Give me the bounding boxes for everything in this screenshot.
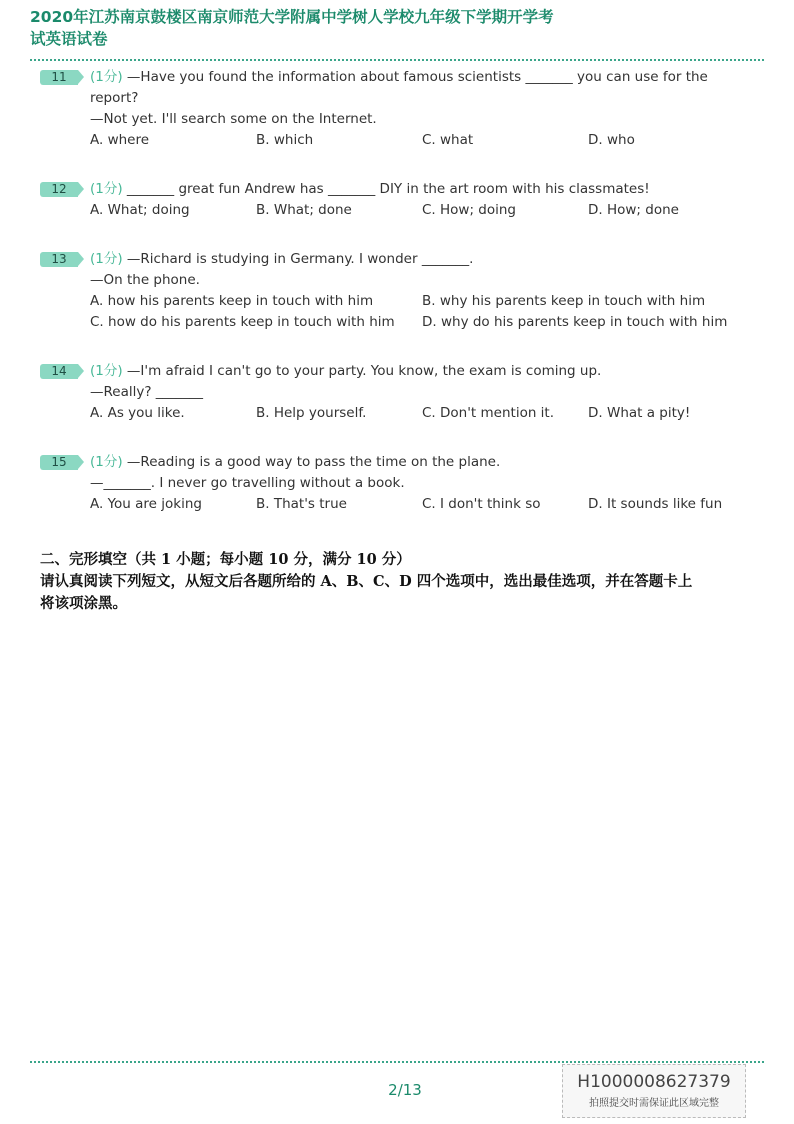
- option-a[interactable]: A. how his parents keep in touch with him: [90, 293, 374, 309]
- question-number-badge: 15: [40, 455, 78, 470]
- page-title-line-2: 试英语试卷: [30, 30, 108, 48]
- option-a[interactable]: A. where: [90, 132, 150, 148]
- question-12: [40, 179, 760, 221]
- option-d[interactable]: D. It sounds like fun: [588, 496, 723, 512]
- question-stem-line: (1分) —I'm afraid I can't go to your party. You know, the exam is coming up.: [90, 363, 602, 379]
- option-b[interactable]: B. What; done: [256, 202, 352, 218]
- options-row: [90, 403, 760, 424]
- page-title: [30, 6, 770, 50]
- option-c[interactable]: C. what: [422, 132, 474, 148]
- option-b[interactable]: B. Help yourself.: [256, 405, 367, 421]
- option-c[interactable]: C. how do his parents keep in touch with him: [90, 314, 395, 330]
- header-divider: [30, 59, 764, 61]
- footer-divider: [30, 1061, 764, 1063]
- options-row: [90, 130, 760, 151]
- submission-code-box: [562, 1064, 746, 1118]
- question-stem-line: (1分) —Have you found the information about famous scientists _______ you can use for the: [90, 69, 708, 85]
- option-c[interactable]: C. I don't think so: [422, 496, 541, 512]
- option-b[interactable]: B. That's true: [256, 496, 347, 512]
- question-15: [40, 452, 760, 515]
- option-a[interactable]: A. You are joking: [90, 496, 202, 512]
- option-b[interactable]: B. why his parents keep in touch with him: [422, 293, 706, 309]
- question-score: (1分): [90, 454, 123, 470]
- section-heading: 二、完形填空（共 1 小题；每小题 10 分，满分 10 分）: [40, 551, 411, 568]
- question-number-badge: 12: [40, 182, 78, 197]
- submission-code: H1000008627379: [577, 1072, 731, 1092]
- section-instruction: 请认真阅读下列短文，从短文后各题所给的 A、B、C、D 四个选项中，选出最佳选项，并在答题卡上: [40, 573, 693, 590]
- question-stem-line: —_______. I never go travelling without a book.: [90, 475, 405, 491]
- question-11: [40, 67, 760, 151]
- section-cloze: [40, 549, 760, 615]
- option-a[interactable]: A. As you like.: [90, 405, 185, 421]
- page-number: 2/13: [388, 1081, 422, 1099]
- question-number-badge: 13: [40, 252, 78, 267]
- option-d[interactable]: D. What a pity!: [588, 405, 691, 421]
- question-stem-line: —On the phone.: [90, 272, 200, 288]
- option-b[interactable]: B. which: [256, 132, 314, 148]
- question-stem-line: (1分) —Reading is a good way to pass the time on the plane.: [90, 454, 501, 470]
- question-stem-line: —Not yet. I'll search some on the Internet.: [90, 111, 377, 127]
- question-13: [40, 249, 760, 333]
- options-row: [90, 494, 760, 515]
- options-row: [90, 291, 760, 333]
- question-score: (1分): [90, 69, 123, 85]
- page-title-line-1: 2020年江苏南京鼓楼区南京师范大学附属中学树人学校九年级下学期开学考: [30, 8, 554, 26]
- options-row: [90, 200, 760, 221]
- question-score: (1分): [90, 363, 123, 379]
- option-c[interactable]: C. How; doing: [422, 202, 517, 218]
- option-d[interactable]: D. why do his parents keep in touch with him: [422, 314, 728, 330]
- question-stem-line: —Really? _______: [90, 384, 204, 400]
- question-stem-line: (1分) _______ great fun Andrew has _______ DIY in the art room with his classmates!: [90, 181, 650, 197]
- question-number-badge: 14: [40, 364, 78, 379]
- question-score: (1分): [90, 251, 123, 267]
- option-d[interactable]: D. How; done: [588, 202, 679, 218]
- question-score: (1分): [90, 181, 123, 197]
- question-stem-line: (1分) —Richard is studying in Germany. I wonder _______.: [90, 251, 474, 267]
- option-d[interactable]: D. who: [588, 132, 635, 148]
- question-14: [40, 361, 760, 424]
- question-number-badge: 11: [40, 70, 78, 85]
- option-a[interactable]: A. What; doing: [90, 202, 190, 218]
- option-c[interactable]: C. Don't mention it.: [422, 405, 555, 421]
- submission-note: 拍照提交时需保证此区域完整: [589, 1098, 719, 1109]
- section-instruction: 将该项涂黑。: [40, 595, 127, 612]
- question-stem-line: report?: [90, 90, 139, 106]
